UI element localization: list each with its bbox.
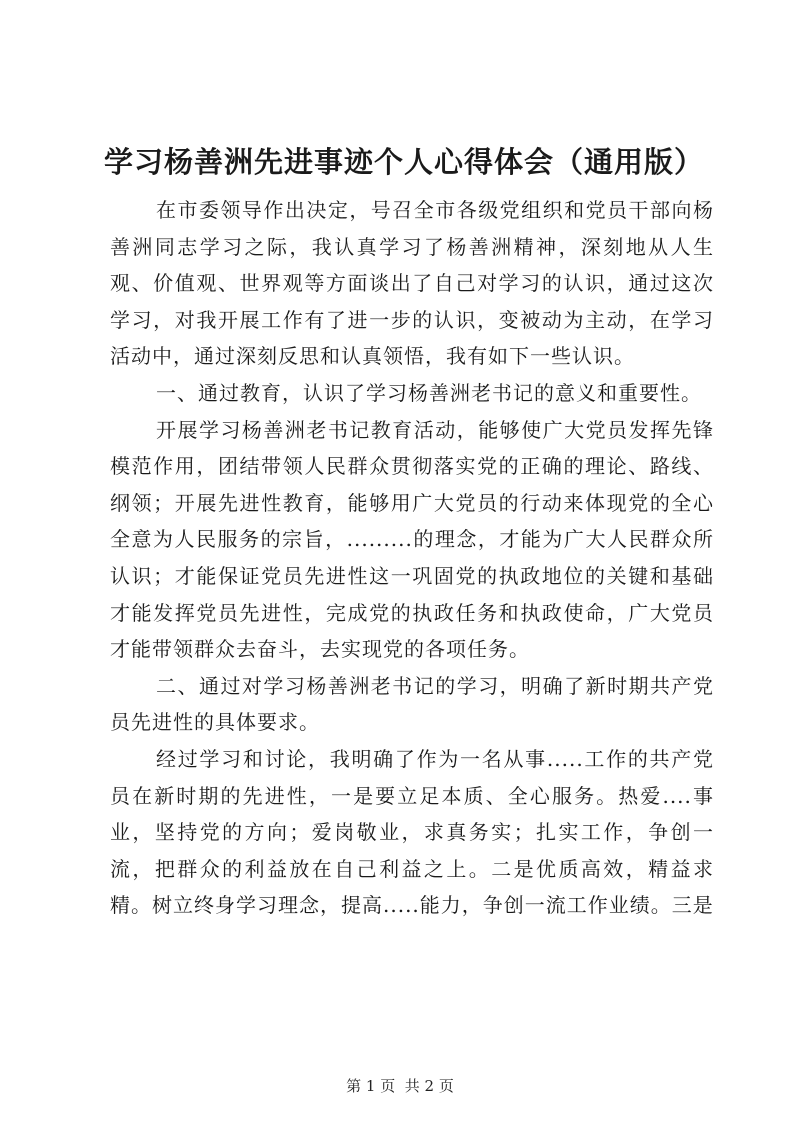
page-footer <box>0 1076 800 1096</box>
paragraph-heading-one: 一、通过教育，认识了学习杨善洲老书记的意义和重要性。 <box>156 380 702 405</box>
paragraph-heading-two: 二、通过对学习杨善洲老书记的学习，明确了新时期共产党员先进性的具体要求。 <box>110 673 714 735</box>
paragraph-education-activity: 开展学习杨善洲老书记教育活动，能够使广大党员发挥先锋模范作用，团结带领人民群众贯彻落实党的正确的理论、路线、纲领；开展先进性教育，能够用广大党员的行动来体现党的全心全意为人民服务的宗旨，.........的理念，才能为广大人民群众所认识；才能保证党员先进性这一巩固党的执政地位的关键和基础才能发挥党员先进性，完成党的执政任务和执政使命，广大党员才能带领群众去奋斗，去实现党的各项任务。 <box>110 417 714 662</box>
paragraph-intro: 在市委领导作出决定，号召全市各级党组织和党员干部向杨善洲同志学习之际，我认真学习了杨善洲精神，深刻地从人生观、价值观、世界观等方面谈出了自己对学习的认识，通过这次学习，对我开展工作有了进一步的认识，变被动为主动，在学习活动中，通过深刻反思和认真领悟，我有如下一些认识。 <box>110 198 714 369</box>
paragraph-requirements: 经过学习和讨论，我明确了作为一名从事.....工作的共产党员在新时期的先进性，一是要立足本质、全心服务。热爱....事业，坚持党的方向；爱岗敬业，求真务实；扎实工作，争创一流，把群众的利益放在自己利益之上。二是优质高效，精益求精。树立终身学习理念，提高.....能力，争创一流工作业绩。三是 <box>110 746 714 918</box>
document-body <box>110 192 714 924</box>
document-title: 学习杨善洲先进事迹个人心得体会（通用版） <box>104 145 705 179</box>
page-number: 第 1 页 共 2 页 <box>346 1077 454 1095</box>
